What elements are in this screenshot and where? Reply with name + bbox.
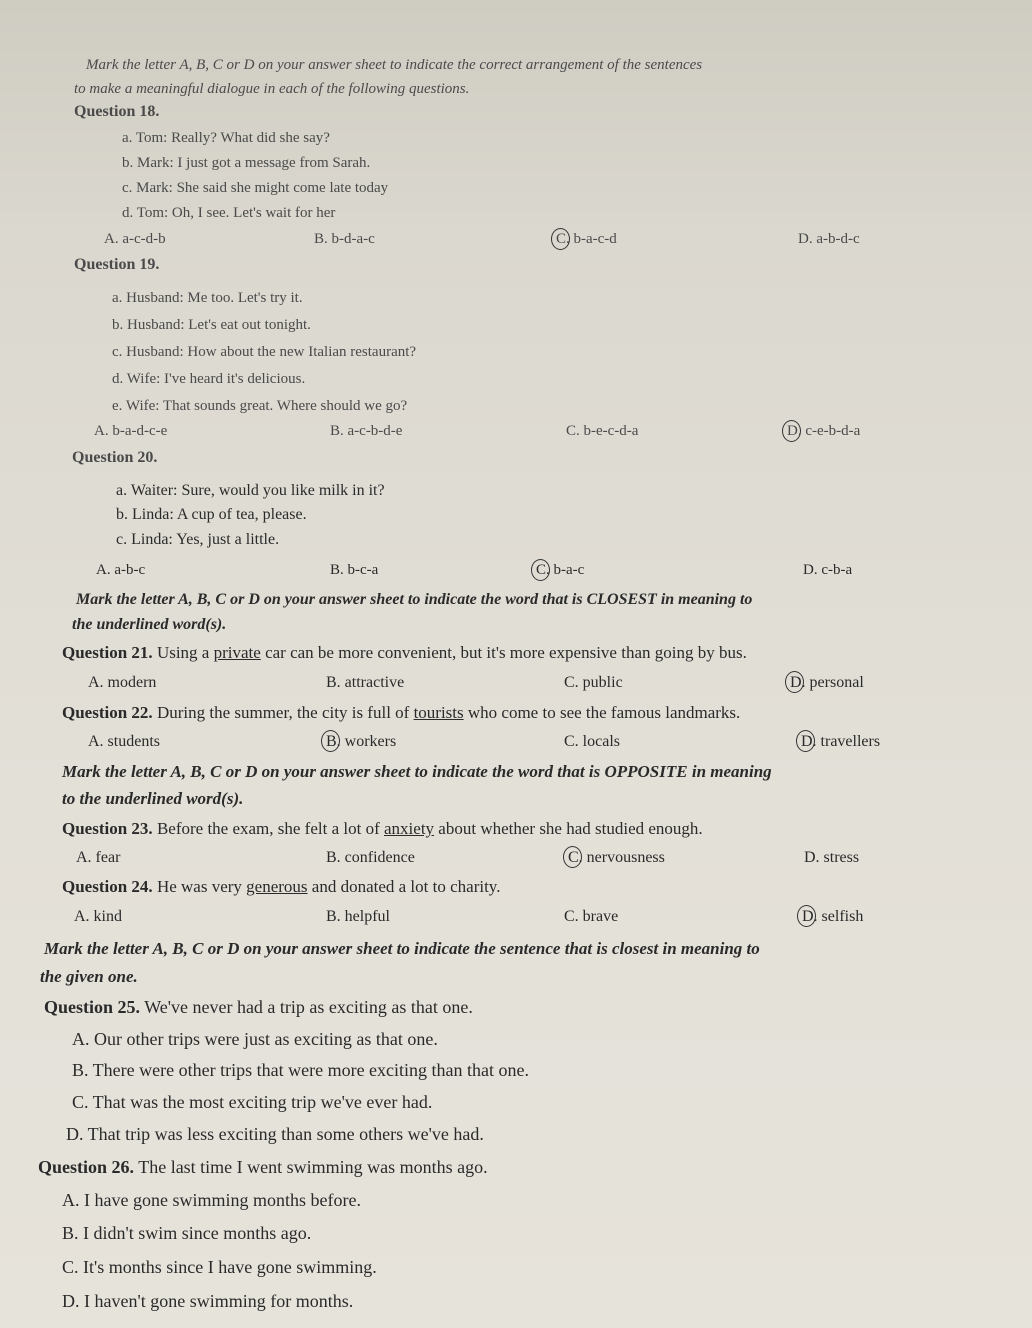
q20-line-a: a. Waiter: Sure, would you like milk in it? [116,482,385,499]
q25-option-d[interactable]: D. That trip was less exciting than some others we've had. [66,1124,484,1144]
q24-pre: He was very [156,877,242,896]
q20-option-a[interactable]: A. a-b-c [96,562,146,578]
question-18-title: Question 18. [74,103,160,120]
q20-line-b: b. Linda: A cup of tea, please. [116,506,307,523]
q22-option-a[interactable]: A. students [88,733,160,750]
meaning-instruction-line1: Mark the letter A, B, C or D on your answer sheet to indicate the sentence that is closest in meaning to [44,939,760,958]
question-24-text [62,878,500,895]
q24-underlined-word: generous [246,877,308,896]
question-22-text [62,704,740,721]
q24-title: Question 24. [62,877,153,896]
q23-underlined-word: anxiety [384,819,435,838]
q25-title: Question 25. [44,997,141,1017]
q23-post: about whether she had studied enough. [438,819,703,838]
q21-option-c[interactable]: C. public [564,674,623,691]
q21-option-a[interactable]: A. modern [88,674,157,691]
q21-pre: Using a [156,643,210,662]
q24-option-d[interactable]: D. selfish [802,908,864,925]
q22-underlined-word: tourists [413,703,464,722]
q19-option-c[interactable]: C. b-e-c-d-a [566,423,639,439]
q26-option-c[interactable]: C. It's months since I have gone swimming. [62,1257,377,1277]
q20-option-c[interactable]: C. b-a-c [536,562,585,578]
q21-option-b[interactable]: B. attractive [326,674,405,691]
question-20-title: Question 20. [72,449,158,466]
q26-option-a[interactable]: A. I have gone swimming months before. [62,1190,361,1210]
q19-line-a: a. Husband: Me too. Let's try it. [112,290,303,306]
q18-option-c[interactable]: C. b-a-c-d [556,231,617,247]
q18-option-d[interactable]: D. a-b-d-c [798,231,860,247]
closest-instruction-line1: Mark the letter A, B, C or D on your answer sheet to indicate the word that is CLOSEST in meaning to [76,591,753,608]
q19-option-a[interactable]: A. b-a-d-c-e [94,423,168,439]
q20-option-d[interactable]: D. c-b-a [803,562,853,578]
meaning-instruction-line2: the given one. [40,967,138,986]
q24-post: and donated a lot to charity. [311,877,501,896]
q26-option-b[interactable]: B. I didn't swim since months ago. [62,1223,312,1243]
q22-option-c[interactable]: C. locals [564,733,620,750]
q19-option-d[interactable]: D. c-e-b-d-a [787,423,861,439]
q25-stem: We've never had a trip as exciting as that one. [144,997,473,1017]
q24-option-b[interactable]: B. helpful [326,908,390,925]
question-19-title: Question 19. [74,256,160,273]
q20-option-b[interactable]: B. b-c-a [330,562,379,578]
arrange-instruction-line2: to make a meaningful dialogue in each of the following questions. [74,81,470,97]
q21-option-d[interactable]: D. personal [790,674,864,691]
q21-post: car can be more convenient, but it's more expensive than going by bus. [265,643,747,662]
q26-title: Question 26. [38,1157,135,1177]
q23-option-d[interactable]: D. stress [804,849,860,866]
q23-option-c[interactable]: C. nervousness [568,849,665,866]
question-23-text [62,820,703,837]
q22-post: who come to see the famous landmarks. [467,703,741,722]
q18-line-d: d. Tom: Oh, I see. Let's wait for her [122,205,336,221]
q22-option-d[interactable]: D. travellers [801,733,881,750]
q22-pre: During the summer, the city is full of [156,703,410,722]
q18-line-a: a. Tom: Really? What did she say? [122,130,330,146]
q18-option-a[interactable]: A. a-c-d-b [104,231,166,247]
q19-option-b[interactable]: B. a-c-b-d-e [330,423,403,439]
q21-underlined-word: private [213,643,261,662]
q23-option-a[interactable]: A. fear [76,849,121,866]
question-25-text [44,998,473,1016]
question-21-text [62,644,747,661]
q24-option-c[interactable]: C. brave [564,908,619,925]
q23-option-b[interactable]: B. confidence [326,849,415,866]
q26-option-d[interactable]: D. I haven't gone swimming for months. [62,1291,354,1311]
closest-instruction-line2: the underlined word(s). [72,616,227,633]
q18-line-b: b. Mark: I just got a message from Sarah. [122,155,371,171]
q21-title: Question 21. [62,643,153,662]
q23-pre: Before the exam, she felt a lot of [156,819,380,838]
q18-line-c: c. Mark: She said she might come late today [122,180,389,196]
q22-title: Question 22. [62,703,153,722]
q24-option-a[interactable]: A. kind [74,908,122,925]
q25-option-a[interactable]: A. Our other trips were just as exciting as that one. [72,1029,438,1049]
q23-title: Question 23. [62,819,153,838]
q25-option-c[interactable]: C. That was the most exciting trip we've ever had. [72,1092,433,1112]
q19-line-b: b. Husband: Let's eat out tonight. [112,317,311,333]
q25-option-b[interactable]: B. There were other trips that were more exciting than that one. [72,1060,530,1080]
opposite-instruction-line1: Mark the letter A, B, C or D on your answer sheet to indicate the word that is OPPOSITE in meaning [62,762,772,781]
q22-option-b[interactable]: B. workers [326,733,397,750]
q19-line-e: e. Wife: That sounds great. Where should we go? [112,398,408,414]
q18-option-b[interactable]: B. b-d-a-c [314,231,375,247]
arrange-instruction-line1: Mark the letter A, B, C or D on your answer sheet to indicate the correct arrangement of the sentences [86,57,703,73]
question-26-text [38,1158,488,1176]
q19-line-c: c. Husband: How about the new Italian restaurant? [112,344,417,360]
q26-stem: The last time I went swimming was months ago. [138,1157,488,1177]
q20-line-c: c. Linda: Yes, just a little. [116,531,280,548]
opposite-instruction-line2: to the underlined word(s). [62,789,244,808]
q19-line-d: d. Wife: I've heard it's delicious. [112,371,306,387]
